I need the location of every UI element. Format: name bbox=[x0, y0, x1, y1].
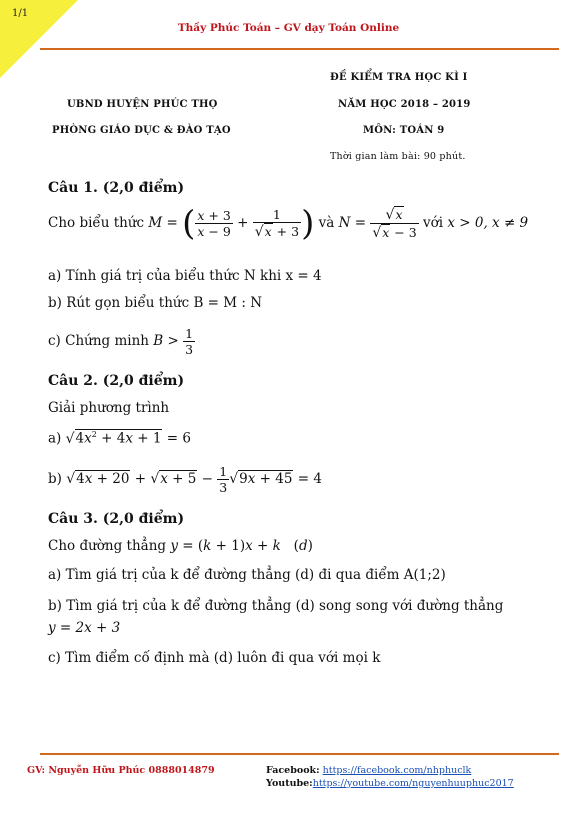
subject: MÔN: TOÁN 9 bbox=[363, 125, 445, 136]
header-title: Thầy Phúc Toán – GV dạy Toán Online bbox=[177, 22, 400, 34]
q3-intro: Cho đường thẳng y = (k + 1)x + k (d) bbox=[48, 538, 313, 554]
footer-facebook: Facebook: https://facebook.com/nhphuclk bbox=[266, 765, 472, 776]
q3-heading: Câu 3. (2,0 điểm) bbox=[48, 511, 185, 527]
facebook-link[interactable]: https://facebook.com/nhphuclk bbox=[322, 765, 472, 776]
time-limit: Thời gian làm bài: 90 phút. bbox=[330, 151, 466, 162]
q1-part-a: a) Tính giá trị của biểu thức N khi x = 4 bbox=[48, 268, 322, 284]
footer-divider bbox=[40, 753, 559, 755]
school-year: NĂM HỌC 2018 – 2019 bbox=[338, 99, 471, 110]
exam-title: ĐỀ KIỂM TRA HỌC KÌ I bbox=[330, 72, 468, 83]
q3-part-b-line2: y = 2x + 3 bbox=[48, 620, 121, 636]
footer-youtube: Youtube:https://youtube.com/nguyenhuuphuc2017 bbox=[266, 778, 514, 789]
district-name: UBND HUYỆN PHÚC THỌ bbox=[67, 99, 218, 110]
q3-part-b-line1: b) Tìm giá trị của k để đường thẳng (d) song song với đường thẳng bbox=[48, 598, 504, 614]
q2-part-a: a) $√4x^2 + 4x + 1 = 6$ bbox=[48, 430, 191, 447]
department-name: PHÒNG GIÁO DỤC & ĐÀO TẠO bbox=[52, 125, 231, 136]
q2-intro: Giải phương trình bbox=[48, 400, 170, 416]
q2-part-b: b) √4x + 20 + √x + 5 − $\frac{1}{3}$ √9x + 45 = 4 bbox=[48, 464, 322, 495]
q2-heading: Câu 2. (2,0 điểm) bbox=[48, 373, 185, 389]
q3-part-a: a) Tìm giá trị của k để đường thẳng (d) đi qua điểm A(1;2) bbox=[48, 567, 446, 583]
q3-part-c: c) Tìm điểm cố định mà (d) luôn đi qua với mọi k bbox=[48, 650, 381, 666]
footer-author: GV: Nguyễn Hữu Phúc 0888014879 bbox=[27, 765, 215, 776]
q1-heading: Câu 1. (2,0 điểm) bbox=[48, 180, 185, 196]
q1-part-b: b) Rút gọn biểu thức B = M : N bbox=[48, 295, 263, 311]
page-number: 1/1 bbox=[12, 8, 29, 19]
youtube-link[interactable]: https://youtube.com/nguyenhuuphuc2017 bbox=[312, 778, 514, 789]
header-divider bbox=[40, 48, 559, 50]
q1-intro: Cho biểu thức M = ( $\frac{x + 3}{x - 9}$ + $\frac{1}{√x + 3}$ ) và N = $\frac{√x}{√x - 3}$ với x > 0, x ≠ 9 bbox=[48, 203, 529, 244]
q1-part-c: c) Chứng minh B > $\frac{1}{3}$ bbox=[48, 326, 194, 357]
